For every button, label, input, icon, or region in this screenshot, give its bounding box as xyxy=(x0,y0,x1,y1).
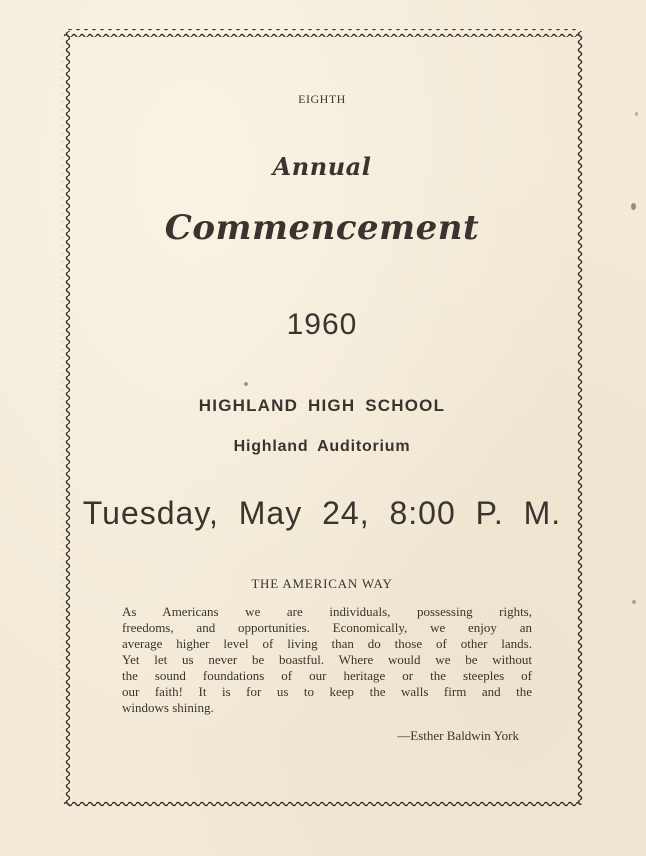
passage-line: Yet let us never be boastful. Where would we be without xyxy=(122,652,532,667)
border-right xyxy=(575,31,583,805)
ordinal-label: EIGHTH xyxy=(298,92,346,106)
passage-line: freedoms, and opportunities. Economically, we enjoy an xyxy=(122,620,532,635)
ink-speck xyxy=(631,203,636,210)
passage-author: —Esther Baldwin York xyxy=(397,728,519,743)
ink-speck xyxy=(244,382,248,386)
passage-line: the sound foundations of our heritage or the steeples of xyxy=(122,668,532,683)
commencement-heading: Commencement xyxy=(164,208,480,248)
passage-line: our faith! It is for us to keep the walls firm and the xyxy=(122,684,532,699)
venue-name: Highland Auditorium xyxy=(233,438,411,455)
school-name: HIGHLAND HIGH SCHOOL xyxy=(198,396,446,415)
passage-line: average higher level of living than do those of other lands. xyxy=(122,636,532,651)
year-label: 1960 xyxy=(286,308,358,341)
border-top xyxy=(64,29,580,37)
annual-heading: Annual xyxy=(272,152,372,181)
border-left xyxy=(62,31,70,805)
passage-title: THE AMERICAN WAY xyxy=(251,576,393,591)
passage-line: windows shining. xyxy=(122,700,214,715)
passage-body xyxy=(122,604,532,716)
border-bottom xyxy=(64,799,580,807)
passage-line: As Americans we are individuals, possessing rights, xyxy=(122,604,532,619)
event-datetime: Tuesday, May 24, 8:00 P. M. xyxy=(82,495,562,531)
ink-speck xyxy=(635,112,638,116)
ink-speck xyxy=(632,600,636,604)
